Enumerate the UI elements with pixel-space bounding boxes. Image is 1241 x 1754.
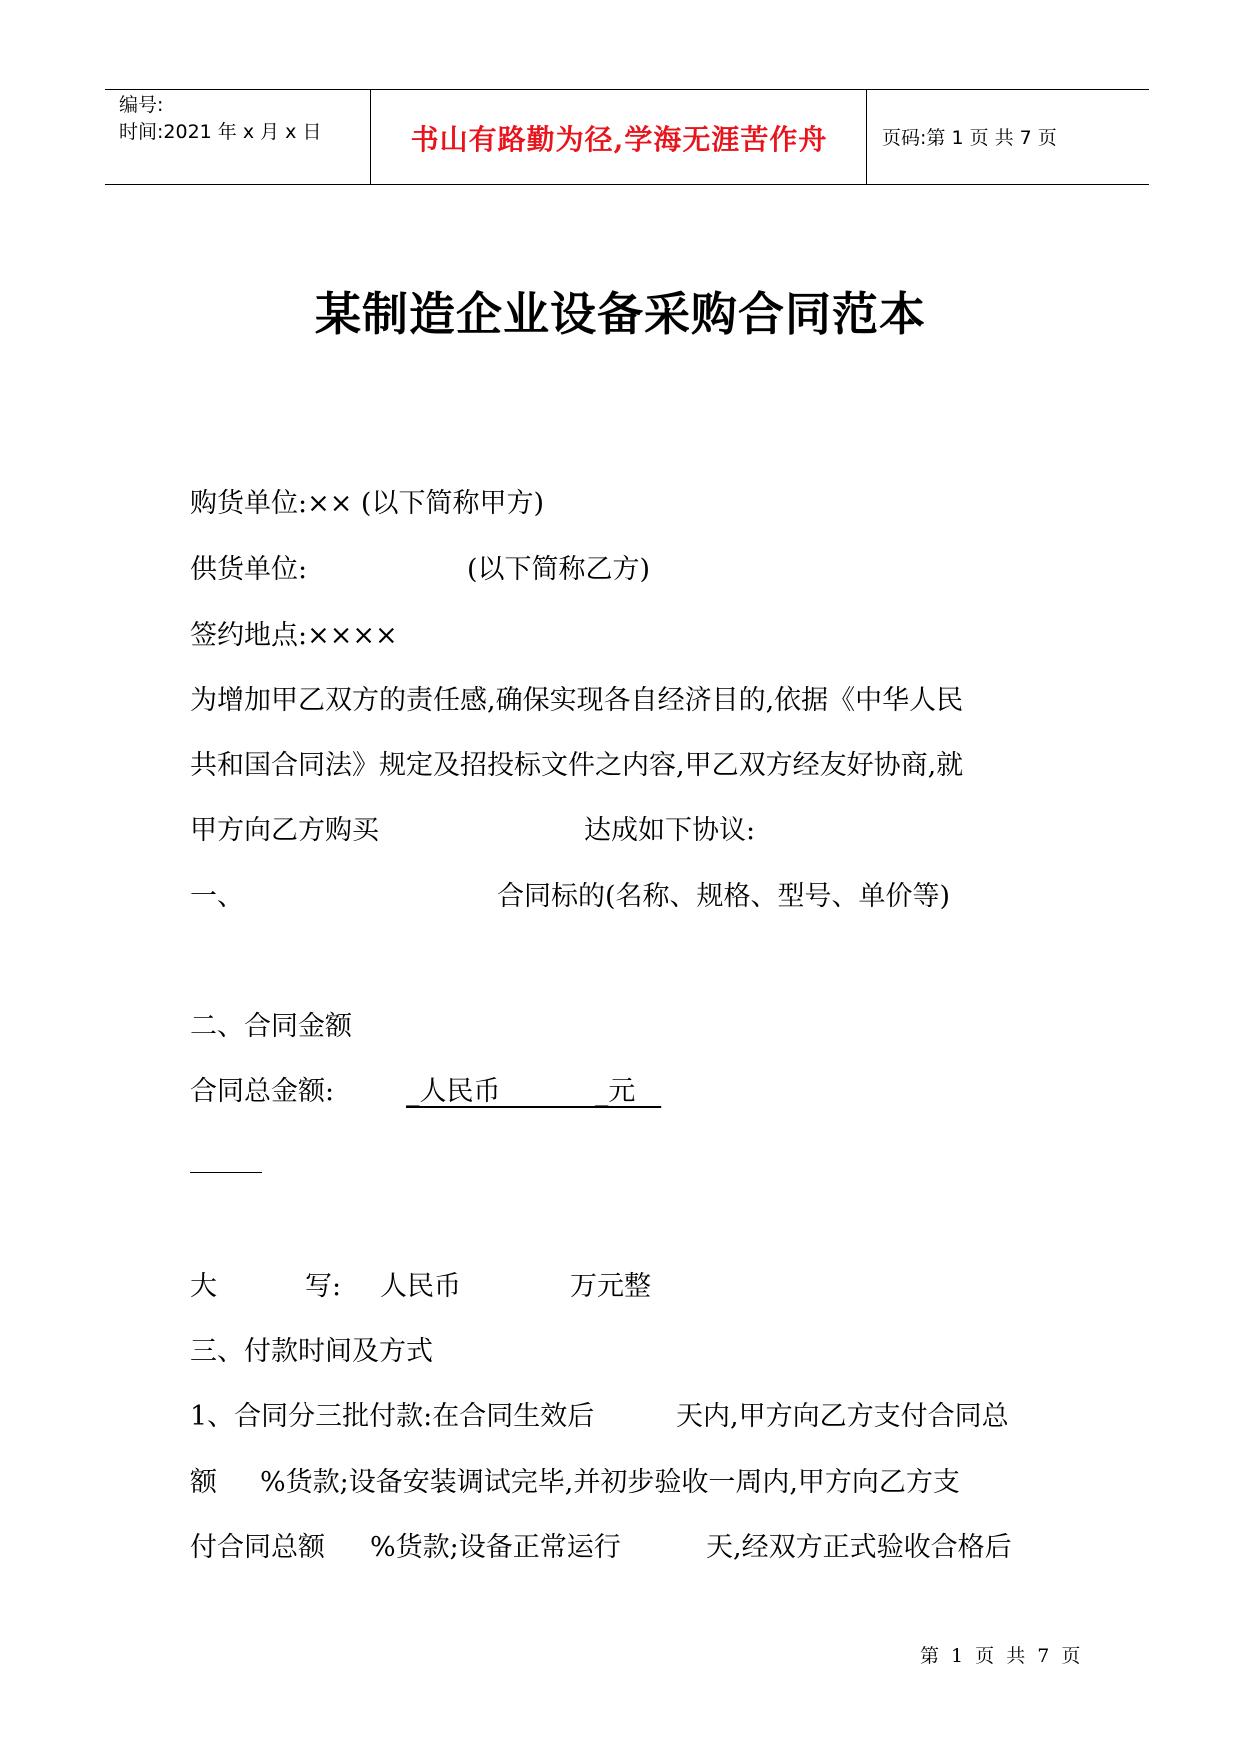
blank-rule (190, 1172, 262, 1173)
total-amount-value: _人民币 _元 (406, 1076, 662, 1107)
capital-label-1: 大 (190, 1271, 217, 1302)
supplier-label: 供货单位: (190, 554, 308, 585)
document-title: 某制造企业设备采购合同范本 (315, 287, 926, 341)
payment-line-3-mid: %货款;设备正常运行 (370, 1532, 621, 1563)
page-footer-number: 第 1 页 共 7 页 (920, 1645, 1084, 1667)
header-meta-cell (105, 90, 371, 184)
payment-line-1-start: 1、合同分三批付款:在合同生效后 (190, 1401, 595, 1432)
signing-place-line: 签约地点:×××× (190, 620, 398, 651)
page-header (105, 89, 1149, 185)
supplier-note: (以下简称乙方) (467, 554, 651, 585)
buyer-line: 购货单位:×× (以下简称甲方) (190, 488, 544, 519)
payment-line-3-start: 付合同总额 (190, 1532, 325, 1563)
section-3-heading: 三、付款时间及方式 (190, 1336, 433, 1367)
intro-line-3-start: 甲方向乙方购买 (190, 815, 379, 846)
intro-line-3-end: 达成如下协议: (584, 815, 756, 846)
payment-line-1-end: 天内,甲方向乙方支付合同总 (676, 1401, 1009, 1432)
capital-label-2: 写: (305, 1271, 342, 1302)
header-motto: 书山有路勤为径,学海无涯苦作舟 (410, 123, 828, 156)
intro-line-1: 为增加甲乙双方的责任感,确保实现各自经济目的,依据《中华人民 (190, 685, 964, 716)
section-1-number: 一、 (190, 881, 244, 912)
payment-line-3-end: 天,经双方正式验收合格后 (706, 1532, 1012, 1563)
header-page-cell (868, 90, 1149, 184)
payment-line-2-end: %货款;设备安装调试完毕,并初步验收一周内,甲方向乙方支 (260, 1467, 960, 1498)
section-1-heading: 合同标的(名称、规格、型号、单价等) (497, 881, 951, 912)
doc-number-label: 编号: (119, 94, 164, 116)
capital-unit: 万元整 (570, 1271, 651, 1302)
payment-line-2-start: 额 (190, 1467, 217, 1498)
intro-line-2: 共和国合同法》规定及招投标文件之内容,甲乙双方经友好协商,就 (190, 750, 964, 781)
total-amount-label: 合同总金额: (190, 1076, 335, 1107)
capital-currency: 人民币 (380, 1271, 461, 1302)
doc-time-label: 时间:2021 年 x 月 x 日 (119, 121, 322, 143)
header-motto-cell (372, 90, 867, 184)
section-2-heading: 二、合同金额 (190, 1011, 352, 1042)
header-page-info: 页码:第 1 页 共 7 页 (882, 127, 1057, 149)
